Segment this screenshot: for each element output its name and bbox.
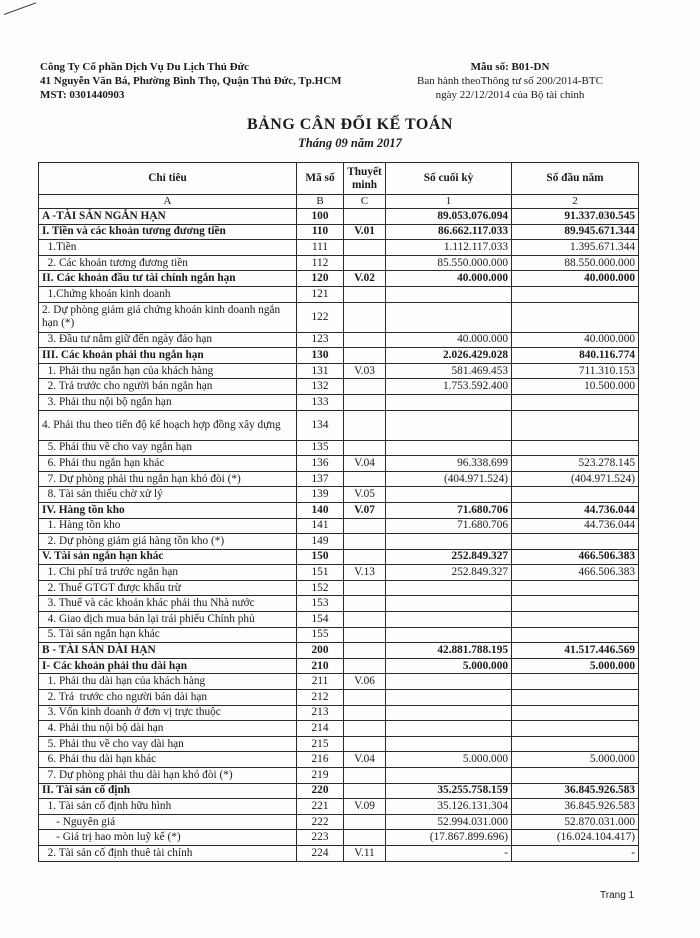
row-code-cell: 141 [297,518,344,534]
row-note-cell [344,240,386,256]
row-end-value-cell: - [386,845,512,861]
table-row [39,348,639,364]
row-note-cell: V.04 [344,456,386,472]
row-code-cell: 215 [297,736,344,752]
row-code-cell: 110 [297,224,344,240]
row-note-cell [344,783,386,799]
table-row [39,736,639,752]
row-note-cell: V.04 [344,752,386,768]
row-note-cell [344,612,386,628]
row-begin-value-cell [512,736,639,752]
row-indicator-cell: 5. Tài sản ngắn hạn khác [39,627,297,643]
row-begin-value-cell [512,627,639,643]
row-end-value-cell: 35.126.131.304 [386,799,512,815]
row-indicator-cell: 1.Chứng khoán kinh doanh [39,286,297,302]
form-issued-by: Ban hành theoThông tư số 200/2014-BTC [417,75,603,87]
col-header-note: Thuyết minh [344,163,386,195]
row-note-cell: V.01 [344,224,386,240]
row-begin-value-cell: (16.024.104.417) [512,830,639,846]
row-begin-value-cell: 466.506.383 [512,565,639,581]
row-end-value-cell [386,721,512,737]
row-note-cell [344,410,386,440]
row-note-cell [344,643,386,659]
table-row [39,440,639,456]
row-indicator-cell: 1. Phải thu dài hạn của khách hàng [39,674,297,690]
row-code-cell: 151 [297,565,344,581]
row-indicator-cell: A -TÀI SẢN NGẮN HẠN [39,209,297,225]
row-note-cell [344,286,386,302]
row-code-cell: 154 [297,612,344,628]
row-code-cell: 200 [297,643,344,659]
row-code-cell: 139 [297,487,344,503]
row-end-value-cell: 86.662.117.033 [386,224,512,240]
table-row [39,783,639,799]
row-begin-value-cell: 44.736.044 [512,518,639,534]
table-row [39,286,639,302]
row-indicator-cell: 1. Chi phí trả trước ngắn hạn [39,565,297,581]
form-header [410,60,610,102]
row-end-value-cell: 42.881.788.195 [386,643,512,659]
row-indicator-cell: 4. Phải thu theo tiến độ kế hoạch hợp đồng xây dựng [39,410,297,440]
row-code-cell: 134 [297,410,344,440]
row-code-cell: 121 [297,286,344,302]
row-end-value-cell: 252.849.327 [386,565,512,581]
row-begin-value-cell [512,596,639,612]
row-end-value-cell: 35.255.758.159 [386,783,512,799]
row-code-cell: 210 [297,658,344,674]
row-end-value-cell: 1.112.117.033 [386,240,512,256]
table-row [39,768,639,784]
form-date: ngày 22/12/2014 của Bộ tài chính [435,89,585,101]
row-indicator-cell: 6. Phải thu ngắn hạn khác [39,456,297,472]
row-end-value-cell [386,596,512,612]
row-begin-value-cell [512,394,639,410]
row-indicator-cell: 3. Phải thu nội bộ ngắn hạn [39,394,297,410]
row-indicator-cell: II. Tài sản cố định [39,783,297,799]
row-indicator-cell: 2. Dự phòng giảm giá hàng tồn kho (*) [39,534,297,550]
col-letter: B [297,195,344,209]
table-row [39,549,639,565]
table-row [39,379,639,395]
col-header-indicator: Chỉ tiêu [39,163,297,195]
table-row [39,627,639,643]
row-indicator-cell: 6. Phải thu dài hạn khác [39,752,297,768]
row-indicator-cell: B - TÀI SẢN DÀI HẠN [39,643,297,659]
row-indicator-cell: 5. Phải thu về cho vay dài hạn [39,736,297,752]
row-note-cell: V.05 [344,487,386,503]
row-end-value-cell: 1.753.592.400 [386,379,512,395]
table-row [39,456,639,472]
table-row [39,721,639,737]
row-code-cell: 216 [297,752,344,768]
row-end-value-cell [386,410,512,440]
row-note-cell [344,440,386,456]
row-code-cell: 123 [297,332,344,348]
row-note-cell [344,768,386,784]
row-code-cell: 214 [297,721,344,737]
row-end-value-cell: 89.053.076.094 [386,209,512,225]
row-code-cell: 133 [297,394,344,410]
row-note-cell [344,814,386,830]
row-end-value-cell [386,580,512,596]
table-row [39,302,639,332]
row-note-cell: V.11 [344,845,386,861]
row-note-cell [344,721,386,737]
row-note-cell [344,549,386,565]
row-indicator-cell: 3. Đầu tư nắm giữ đến ngày đáo hạn [39,332,297,348]
table-row [39,845,639,861]
page-title: BẢNG CÂN ĐỐI KẾ TOÁN [247,116,453,133]
row-note-cell: V.02 [344,271,386,287]
row-end-value-cell: (17.867.899.696) [386,830,512,846]
row-end-value-cell: (404.971.524) [386,471,512,487]
row-note-cell [344,580,386,596]
row-code-cell: 136 [297,456,344,472]
row-note-cell [344,302,386,332]
row-end-value-cell [386,302,512,332]
row-begin-value-cell: 523.278.145 [512,456,639,472]
row-note-cell [344,471,386,487]
row-code-cell: 149 [297,534,344,550]
company-name: Công Ty Cổ phần Dịch Vụ Du Lịch Thủ Đức [40,61,250,73]
row-end-value-cell [386,736,512,752]
row-begin-value-cell: (404.971.524) [512,471,639,487]
row-code-cell: 132 [297,379,344,395]
page-number: Trang 1 [600,890,635,901]
row-begin-value-cell [512,690,639,706]
row-note-cell [344,830,386,846]
row-note-cell [344,534,386,550]
row-end-value-cell: 52.994.031.000 [386,814,512,830]
row-end-value-cell [386,534,512,550]
table-row [39,643,639,659]
row-begin-value-cell: 10.500.000 [512,379,639,395]
row-end-value-cell [386,286,512,302]
table-row [39,410,639,440]
row-end-value-cell [386,690,512,706]
table-body [39,209,639,862]
row-indicator-cell: 2. Trả trước cho người bán ngắn hạn [39,379,297,395]
col-letter: A [39,195,297,209]
row-end-value-cell: 85.550.000.000 [386,255,512,271]
row-end-value-cell [386,674,512,690]
row-code-cell: 135 [297,440,344,456]
row-begin-value-cell [512,705,639,721]
row-indicator-cell: 1. Hàng tồn kho [39,518,297,534]
page-subtitle: Tháng 09 năm 2017 [298,136,402,150]
row-begin-value-cell [512,410,639,440]
row-note-cell [344,627,386,643]
row-end-value-cell [386,487,512,503]
row-begin-value-cell [512,286,639,302]
row-end-value-cell: 5.000.000 [386,752,512,768]
row-code-cell: 220 [297,783,344,799]
row-indicator-cell: 2. Trả trước cho người bán dài hạn [39,690,297,706]
row-indicator-cell: 3. Vốn kinh doanh ở đơn vị trực thuộc [39,705,297,721]
row-begin-value-cell: 36.845.926.583 [512,799,639,815]
row-end-value-cell [386,705,512,721]
row-code-cell: 219 [297,768,344,784]
table-row [39,596,639,612]
table-row [39,255,639,271]
row-indicator-cell: 2. Thuế GTGT được khấu trừ [39,580,297,596]
row-code-cell: 112 [297,255,344,271]
row-note-cell [344,348,386,364]
row-note-cell [344,705,386,721]
row-indicator-cell: 5. Phải thu về cho vay ngắn hạn [39,440,297,456]
row-end-value-cell [386,768,512,784]
row-indicator-cell: IV. Hàng tồn kho [39,502,297,518]
row-code-cell: 130 [297,348,344,364]
row-begin-value-cell [512,674,639,690]
row-code-cell: 100 [297,209,344,225]
table-row [39,534,639,550]
row-begin-value-cell [512,580,639,596]
table-row [39,799,639,815]
row-indicator-cell: 1.Tiền [39,240,297,256]
table-row [39,752,639,768]
row-code-cell: 122 [297,302,344,332]
row-end-value-cell: 2.026.429.028 [386,348,512,364]
row-code-cell: 221 [297,799,344,815]
row-note-cell: V.06 [344,674,386,690]
company-address: 41 Nguyễn Văn Bá, Phường Bình Thọ, Quận Thủ Đức, Tp.HCM [40,75,342,87]
row-indicator-cell: 2. Các khoản tương đương tiền [39,255,297,271]
row-code-cell: 222 [297,814,344,830]
row-begin-value-cell: 1.395.671.344 [512,240,639,256]
row-end-value-cell [386,394,512,410]
row-end-value-cell: 96.338.699 [386,456,512,472]
row-end-value-cell: 5.000.000 [386,658,512,674]
row-indicator-cell: 4. Phải thu nội bộ dài hạn [39,721,297,737]
row-indicator-cell: V. Tài sản ngắn hạn khác [39,549,297,565]
table-row [39,471,639,487]
row-begin-value-cell: 41.517.446.569 [512,643,639,659]
row-begin-value-cell: 40.000.000 [512,332,639,348]
row-begin-value-cell [512,768,639,784]
row-code-cell: 213 [297,705,344,721]
row-end-value-cell [386,440,512,456]
row-note-cell [344,379,386,395]
row-begin-value-cell [512,440,639,456]
row-note-cell [344,658,386,674]
company-header [40,60,342,102]
row-note-cell [344,518,386,534]
table-row [39,363,639,379]
table-row [39,814,639,830]
table-header-row [39,163,639,195]
table-row [39,224,639,240]
company-tax-id: MST: 0301440903 [40,89,125,101]
table-row [39,518,639,534]
row-indicator-cell: - Giá trị hao mòn luỹ kế (*) [39,830,297,846]
row-indicator-cell: 4. Giao dịch mua bán lại trái phiếu Chính phủ [39,612,297,628]
balance-sheet-table [38,162,639,862]
row-indicator-cell: 7. Dự phòng phải thu dài hạn khó đòi (*) [39,768,297,784]
row-code-cell: 120 [297,271,344,287]
row-indicator-cell: I. Tiền và các khoản tương đương tiền [39,224,297,240]
row-begin-value-cell: 36.845.926.583 [512,783,639,799]
row-indicator-cell: III. Các khoản phải thu ngắn hạn [39,348,297,364]
row-begin-value-cell: 711.310.153 [512,363,639,379]
row-begin-value-cell: 52.870.031.000 [512,814,639,830]
row-note-cell [344,332,386,348]
row-code-cell: 111 [297,240,344,256]
row-begin-value-cell: 5.000.000 [512,658,639,674]
col-header-begin: Số đầu năm [512,163,639,195]
row-begin-value-cell: - [512,845,639,861]
row-note-cell: V.13 [344,565,386,581]
row-note-cell: V.03 [344,363,386,379]
row-end-value-cell: 252.849.327 [386,549,512,565]
table-row [39,487,639,503]
row-indicator-cell: 8. Tài sản thiếu chờ xử lý [39,487,297,503]
row-begin-value-cell [512,721,639,737]
col-letter: 2 [512,195,639,209]
row-begin-value-cell: 840.116.774 [512,348,639,364]
row-code-cell: 131 [297,363,344,379]
row-code-cell: 153 [297,596,344,612]
row-note-cell [344,209,386,225]
row-indicator-cell: I- Các khoản phải thu dài hạn [39,658,297,674]
table-row [39,271,639,287]
row-code-cell: 152 [297,580,344,596]
row-begin-value-cell [512,612,639,628]
table-row [39,690,639,706]
row-code-cell: 150 [297,549,344,565]
table-row [39,240,639,256]
row-begin-value-cell: 5.000.000 [512,752,639,768]
row-end-value-cell [386,612,512,628]
col-header-code: Mã số [297,163,344,195]
row-begin-value-cell: 91.337.030.545 [512,209,639,225]
row-begin-value-cell [512,302,639,332]
row-end-value-cell [386,627,512,643]
row-indicator-cell: 3. Thuế và các khoản khác phải thu Nhà nước [39,596,297,612]
row-note-cell [344,394,386,410]
row-end-value-cell: 40.000.000 [386,271,512,287]
row-note-cell: V.07 [344,502,386,518]
row-begin-value-cell [512,487,639,503]
row-note-cell [344,255,386,271]
row-note-cell [344,690,386,706]
row-begin-value-cell [512,534,639,550]
row-indicator-cell: 2. Tài sản cố định thuê tài chính [39,845,297,861]
table-row [39,580,639,596]
table-row [39,332,639,348]
row-begin-value-cell: 466.506.383 [512,549,639,565]
row-code-cell: 212 [297,690,344,706]
row-end-value-cell: 581.469.453 [386,363,512,379]
row-indicator-cell: 2. Dự phòng giảm giá chứng khoán kinh doanh ngắn hạn (*) [39,302,297,332]
table-row [39,394,639,410]
col-header-end: Số cuối kỳ [386,163,512,195]
col-letter: 1 [386,195,512,209]
row-code-cell: 211 [297,674,344,690]
row-begin-value-cell: 89.945.671.344 [512,224,639,240]
table-row [39,658,639,674]
table-row [39,612,639,628]
row-begin-value-cell: 88.550.000.000 [512,255,639,271]
row-end-value-cell: 40.000.000 [386,332,512,348]
row-begin-value-cell: 40.000.000 [512,271,639,287]
row-note-cell: V.09 [344,799,386,815]
column-letter-row [39,195,639,209]
row-end-value-cell: 71.680.706 [386,518,512,534]
table-row [39,830,639,846]
row-code-cell: 137 [297,471,344,487]
row-note-cell [344,736,386,752]
row-indicator-cell: 1. Tài sản cố định hữu hình [39,799,297,815]
table-row [39,674,639,690]
row-code-cell: 224 [297,845,344,861]
row-begin-value-cell: 44.736.044 [512,502,639,518]
row-indicator-cell: II. Các khoản đầu tư tài chính ngắn hạn [39,271,297,287]
row-indicator-cell: 7. Dự phòng phải thu ngắn hạn khó đòi (*) [39,471,297,487]
row-note-cell [344,596,386,612]
table-row [39,565,639,581]
table-row [39,502,639,518]
row-indicator-cell: 1. Phải thu ngắn hạn của khách hàng [39,363,297,379]
pen-mark [4,2,36,15]
table-row [39,705,639,721]
col-letter: C [344,195,386,209]
row-indicator-cell: - Nguyên giá [39,814,297,830]
form-code: Mẫu số: B01-DN [470,61,550,73]
table-row [39,209,639,225]
row-code-cell: 155 [297,627,344,643]
row-code-cell: 223 [297,830,344,846]
row-end-value-cell: 71.680.706 [386,502,512,518]
row-code-cell: 140 [297,502,344,518]
